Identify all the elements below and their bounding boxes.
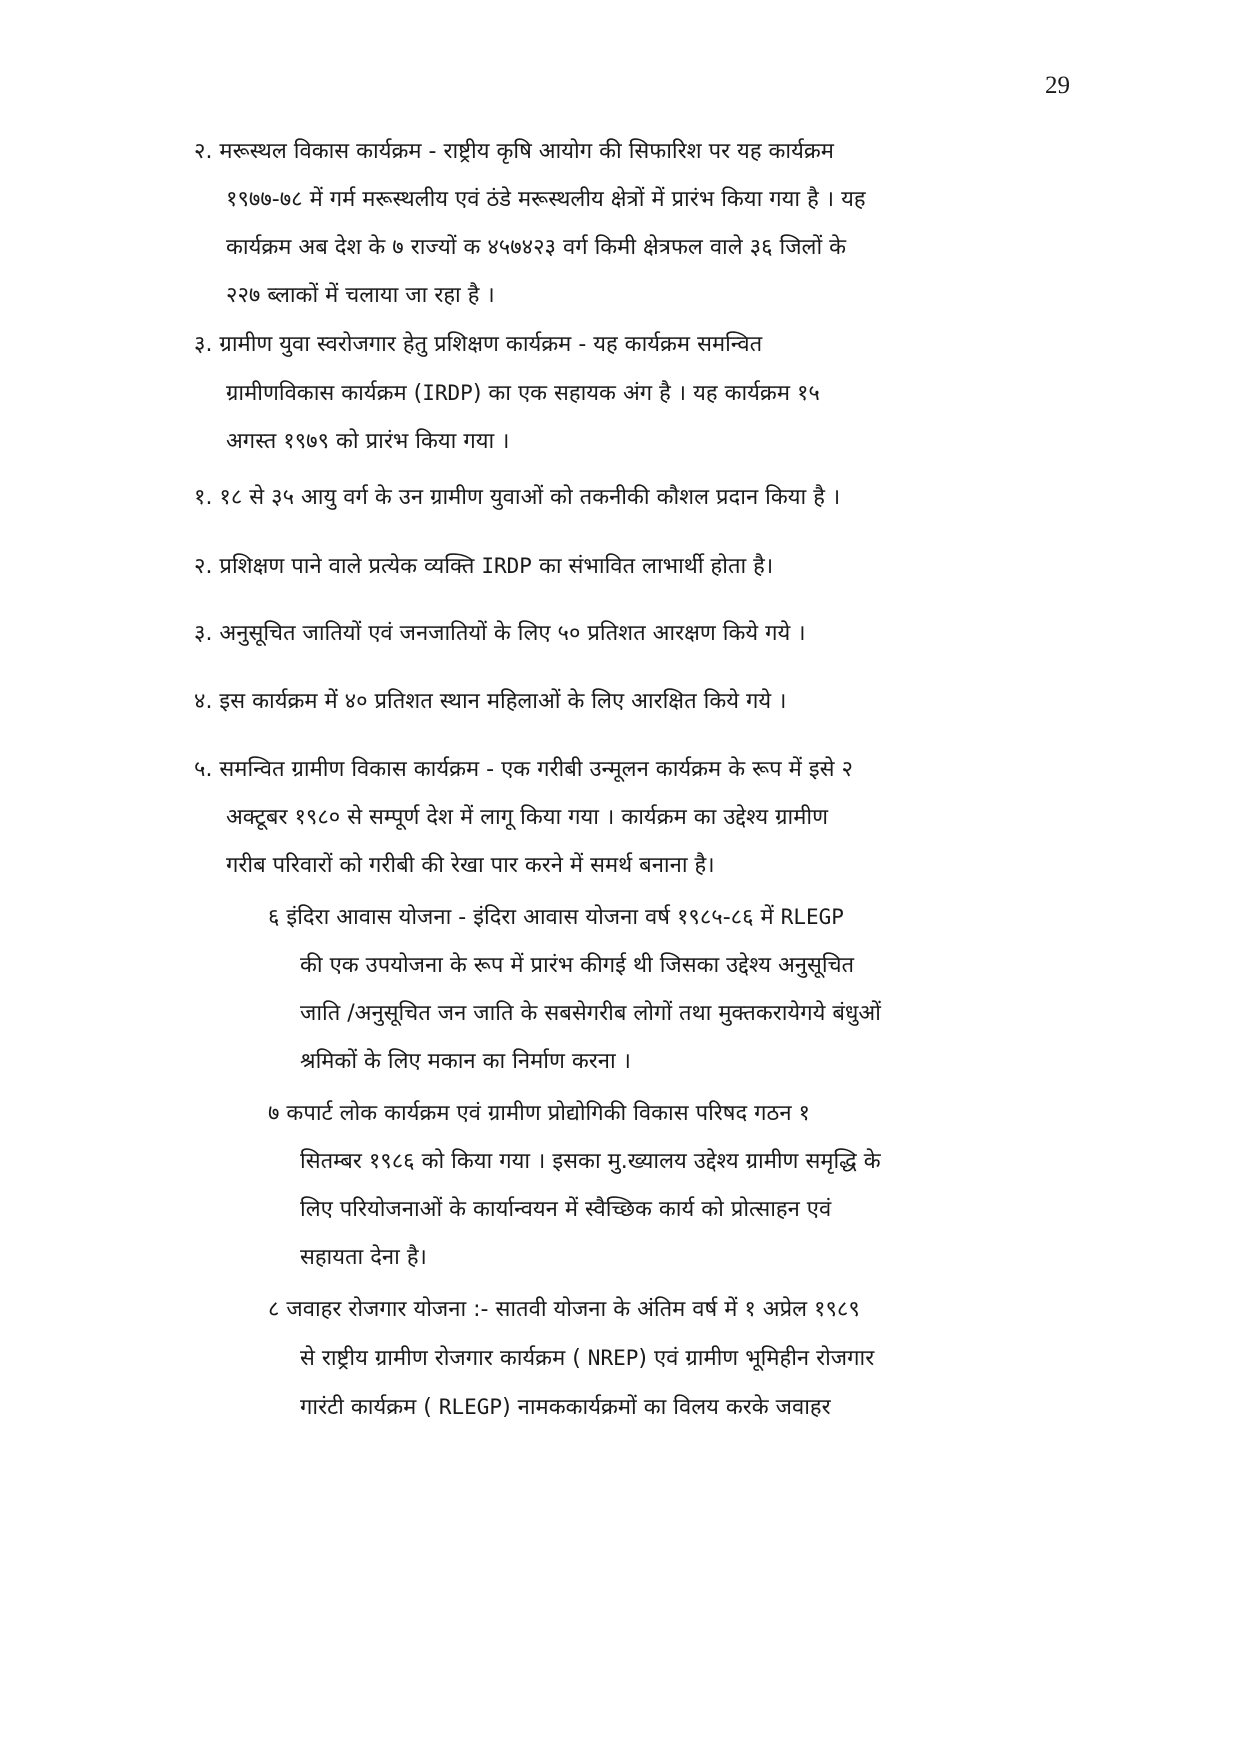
paragraph-capart xyxy=(268,1090,1046,1282)
paragraph-line: ३. अनुसूचित जातियों एवं जनजातियों के लिए ५० प्रतिशत आरक्षण किये गये । xyxy=(194,621,806,646)
acronym: RLEGP xyxy=(780,905,844,929)
paragraph-line: ५. समन्वित ग्रामीण विकास कार्यक्रम - एक गरीबी उन्मूलन कार्यक्रम के रूप में इसे २ xyxy=(194,757,853,782)
paragraph-line: लिए परियोजनाओं के कार्यान्वयन में स्वैच्छिक कार्य को प्रोत्साहन एवं xyxy=(300,1197,832,1222)
point-four xyxy=(194,678,1046,726)
paragraph-line: गारंटी कार्यक्रम ( RLEGP) नामककार्यक्रमों का विलय करके जवाहर xyxy=(300,1395,831,1420)
paragraph-indira-awas-yojana xyxy=(268,893,1046,1086)
acronym: NREP xyxy=(587,1346,639,1370)
acronym: IRDP xyxy=(481,554,532,578)
paragraph-line: सहायता देना है। xyxy=(300,1245,427,1270)
paragraph-rural-youth-training xyxy=(194,321,1046,466)
point-three xyxy=(194,610,1046,658)
paragraph-line: से राष्ट्रीय ग्रामीण रोजगार कार्यक्रम ( NREP) एवं ग्रामीण भूमिहीन रोजगार xyxy=(300,1346,875,1371)
paragraph-line: जाति /अनुसूचित जन जाति के सबसेगरीब लोगों तथा मुक्तकरायेगये बंधुओं xyxy=(300,1001,881,1026)
paragraph-line: अक्टूबर १९८० से सम्पूर्ण देश में लागू किया गया । कार्यक्रम का उद्देश्य ग्रामीण xyxy=(226,805,828,830)
paragraph-line: ४. इस कार्यक्रम में ४० प्रतिशत स्थान महिलाओं के लिए आरक्षित किये गये । xyxy=(194,689,787,714)
paragraph-line: गरीब परिवारों को गरीबी की रेखा पार करने में समर्थ बनाना है। xyxy=(226,853,715,878)
paragraph-line: २. प्रशिक्षण पाने वाले प्रत्येक व्यक्ति IRDP का संभावित लाभार्थी होता है। xyxy=(194,554,774,579)
paragraph-line: १९७७-७८ में गर्म मरूस्थलीय एवं ठंडे मरूस्थलीय क्षेत्रों में प्रारंभ किया गया है । यह xyxy=(226,187,866,212)
paragraph-line: की एक उपयोजना के रूप में प्रारंभ कीगई थी जिसका उद्देश्य अनुसूचित xyxy=(300,953,855,978)
paragraph-desert-development xyxy=(194,128,1046,320)
paragraph-line: श्रमिकों के लिए मकान का निर्माण करना । xyxy=(300,1049,632,1074)
paragraph-line: २२७ ब्लाकों में चलाया जा रहा है । xyxy=(226,283,495,308)
paragraph-line: कार्यक्रम अब देश के ७ राज्यों क ४५७४२३ वर्ग किमी क्षेत्रफल वाले ३६ जिलों के xyxy=(226,235,847,260)
point-two xyxy=(194,542,1046,591)
point-one xyxy=(194,474,1046,522)
paragraph-integrated-rural-development xyxy=(194,746,1046,890)
paragraph-line: अगस्त १९७९ को प्रारंभ किया गया । xyxy=(226,429,510,454)
paragraph-line: २. मरूस्थल विकास कार्यक्रम - राष्ट्रीय कृषि आयोग की सिफारिश पर यह कार्यक्रम xyxy=(194,139,834,164)
acronym: RLEGP xyxy=(438,1395,503,1419)
page-number: 29 xyxy=(1045,72,1070,99)
acronym: IRDP xyxy=(422,381,473,405)
paragraph-line: ८ जवाहर रोजगार योजना :- सातवी योजना के अंतिम वर्ष में १ अप्रेल १९८९ xyxy=(268,1297,860,1322)
paragraph-line: १. १८ से ३५ आयु वर्ग के उन ग्रामीण युवाओं को तकनीकी कौशल प्रदान किया है । xyxy=(194,485,841,510)
paragraph-line: ७ कपार्ट लोक कार्यक्रम एवं ग्रामीण प्रोद्योगिकी विकास परिषद गठन १ xyxy=(268,1101,810,1126)
paragraph-line: ३. ग्रामीण युवा स्वरोजगार हेतु प्रशिक्षण कार्यक्रम - यह कार्यक्रम समन्वित xyxy=(194,332,763,357)
paragraph-line: सितम्बर १९८६ को किया गया । इसका मु.ख्यालय उद्देश्य ग्रामीण समृद्धि के xyxy=(300,1149,881,1174)
paragraph-line: ग्रामीणविकास कार्यक्रम (IRDP) का एक सहायक अंग है । यह कार्यक्रम १५ xyxy=(226,381,820,406)
paragraph-line: ६ इंदिरा आवास योजना - इंदिरा आवास योजना वर्ष १९८५-८६ में RLEGP xyxy=(268,905,844,930)
paragraph-jawahar-rozgar-yojana xyxy=(268,1286,1046,1432)
